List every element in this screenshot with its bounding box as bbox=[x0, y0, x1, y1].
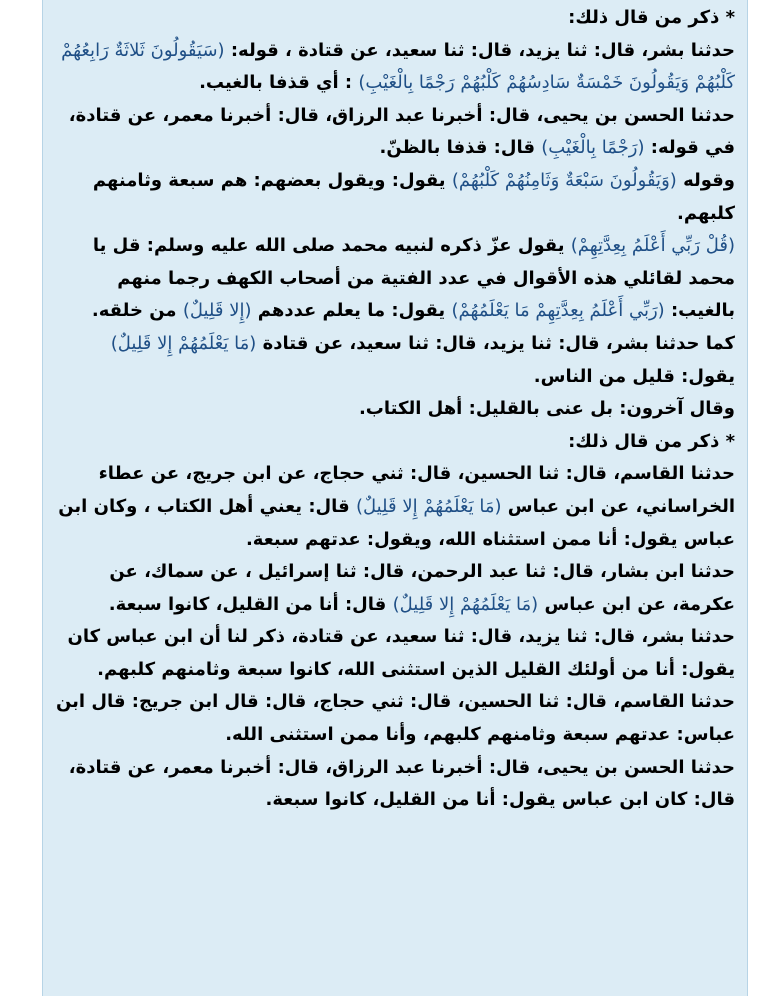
text-segment: حدثنا القاسم، قال: ثنا الحسين، قال: ثني حجاج، قال: قال ابن جريج: قال ابن عباس: عدتهم سبعة وثامنهم كلبهم، وأنا ممن استثنى الله. bbox=[55, 691, 735, 746]
tafsir-text-body bbox=[43, 0, 747, 817]
quran-quote: (مَا يَعْلَمُهُمْ إِلا قَلِيلٌ) bbox=[392, 593, 539, 615]
paragraph bbox=[55, 35, 735, 100]
text-segment: كما حدثنا بشر، قال: ثنا يزيد، قال: ثنا سعيد، عن قتادة bbox=[256, 332, 735, 354]
paragraph bbox=[55, 100, 735, 165]
quran-quote: (مَا يَعْلَمُهُمْ إِلا قَلِيلٌ) bbox=[110, 332, 257, 354]
text-segment: وقال آخرون: بل عنى بالقليل: أهل الكتاب. bbox=[358, 398, 735, 420]
tafsir-text-panel bbox=[42, 0, 748, 996]
text-segment: قال: يعني أهل الكتاب ، وكان ابن عباس يقول: أنا ممن استثناه الله، ويقول: عدتهم سبعة. bbox=[58, 495, 735, 550]
paragraph bbox=[55, 2, 735, 35]
quran-quote: (مَا يَعْلَمُهُمْ إِلا قَلِيلٌ) bbox=[355, 495, 502, 517]
text-segment: حدثنا الحسن بن يحيى، قال: أخبرنا عبد الرزاق، قال: أخبرنا معمر، عن قتادة، في قوله: bbox=[68, 104, 735, 159]
text-segment: يقول: ما يعلم عددهم bbox=[251, 300, 452, 322]
paragraph bbox=[55, 556, 735, 621]
text-segment: من خلقه. bbox=[91, 300, 183, 322]
text-segment: حدثنا بشر، قال: ثنا يزيد، قال: ثنا سعيد، عن قتادة، ذكر لنا أن ابن عباس كان يقول: أنا من أولئك القليل الذين استثنى الله، كانوا سبعة وثامنهم كلبهم. bbox=[67, 626, 735, 680]
text-segment: يقول: ويقول بعضهم: هم سبعة وثامنهم كلبهم. bbox=[92, 169, 735, 224]
text-segment: حدثنا بشر، قال: ثنا يزيد، قال: ثنا سعيد، عن قتادة ، قوله: bbox=[224, 39, 735, 61]
text-segment: قال: قذفا بالظنّ. bbox=[379, 137, 542, 159]
text-segment: يقول: قليل من الناس. bbox=[533, 365, 735, 387]
text-segment: * ذكر من قال ذلك: bbox=[568, 430, 735, 452]
text-segment: حدثنا القاسم، قال: ثنا الحسين، قال: ثني حجاج، عن ابن جريج، عن عطاء الخراساني، عن ابن عباس bbox=[98, 463, 735, 517]
paragraph bbox=[55, 458, 735, 556]
text-segment: يقول عزّ ذكره لنبيه محمد صلى الله عليه وسلم: قل يا محمد لقائلي هذه الأقوال في عدد الفتية من أصحاب الكهف رجما منهم بالغيب: bbox=[92, 235, 735, 322]
right-margin bbox=[748, 0, 768, 996]
paragraph bbox=[55, 686, 735, 751]
quran-quote: (إِلا قَلِيلٌ) bbox=[182, 300, 252, 322]
text-segment: حدثنا الحسن بن يحيى، قال: أخبرنا عبد الرزاق، قال: أخبرنا معمر، عن قتادة، قال: كان ابن عباس يقول: أنا من القليل، كانوا سبعة. bbox=[68, 756, 735, 811]
quran-quote: (وَيَقُولُونَ سَبْعَةٌ وَثَامِنُهُمْ كَلْبُهُمْ) bbox=[451, 169, 677, 191]
text-segment: : أي قذفا بالغيب. bbox=[199, 72, 359, 94]
left-margin bbox=[0, 0, 42, 996]
text-segment: حدثنا ابن بشار، قال: ثنا عبد الرحمن، قال: ثنا إسرائيل ، عن سماك، عن عكرمة، عن ابن عباس bbox=[109, 561, 735, 615]
quran-quote: (قُلْ رَبِّي أَعْلَمُ بِعِدَّتِهِمْ) bbox=[570, 235, 735, 257]
text-segment: وقوله bbox=[676, 169, 735, 191]
quran-quote: (سَيَقُولُونَ ثَلاثَةٌ رَابِعُهُمْ كَلْبُهُمْ وَيَقُولُونَ خَمْسَةٌ سَادِسُهُمْ كَلْبُهُمْ رَجْمًا بِالْغَيْبِ) bbox=[61, 39, 735, 94]
quran-quote: (رَبِّي أَعْلَمُ بِعِدَّتِهِمْ مَا يَعْلَمُهُمْ) bbox=[451, 300, 665, 322]
text-segment: قال: أنا من القليل، كانوا سبعة. bbox=[108, 593, 393, 615]
paragraph bbox=[55, 393, 735, 426]
paragraph bbox=[55, 752, 735, 817]
quran-quote: (رَجْمًا بِالْغَيْبِ) bbox=[541, 137, 645, 159]
paragraph bbox=[55, 426, 735, 459]
paragraph bbox=[55, 165, 735, 230]
text-segment: * ذكر من قال ذلك: bbox=[568, 7, 735, 28]
paragraph bbox=[55, 328, 735, 393]
paragraph bbox=[55, 230, 735, 328]
paragraph bbox=[55, 621, 735, 686]
